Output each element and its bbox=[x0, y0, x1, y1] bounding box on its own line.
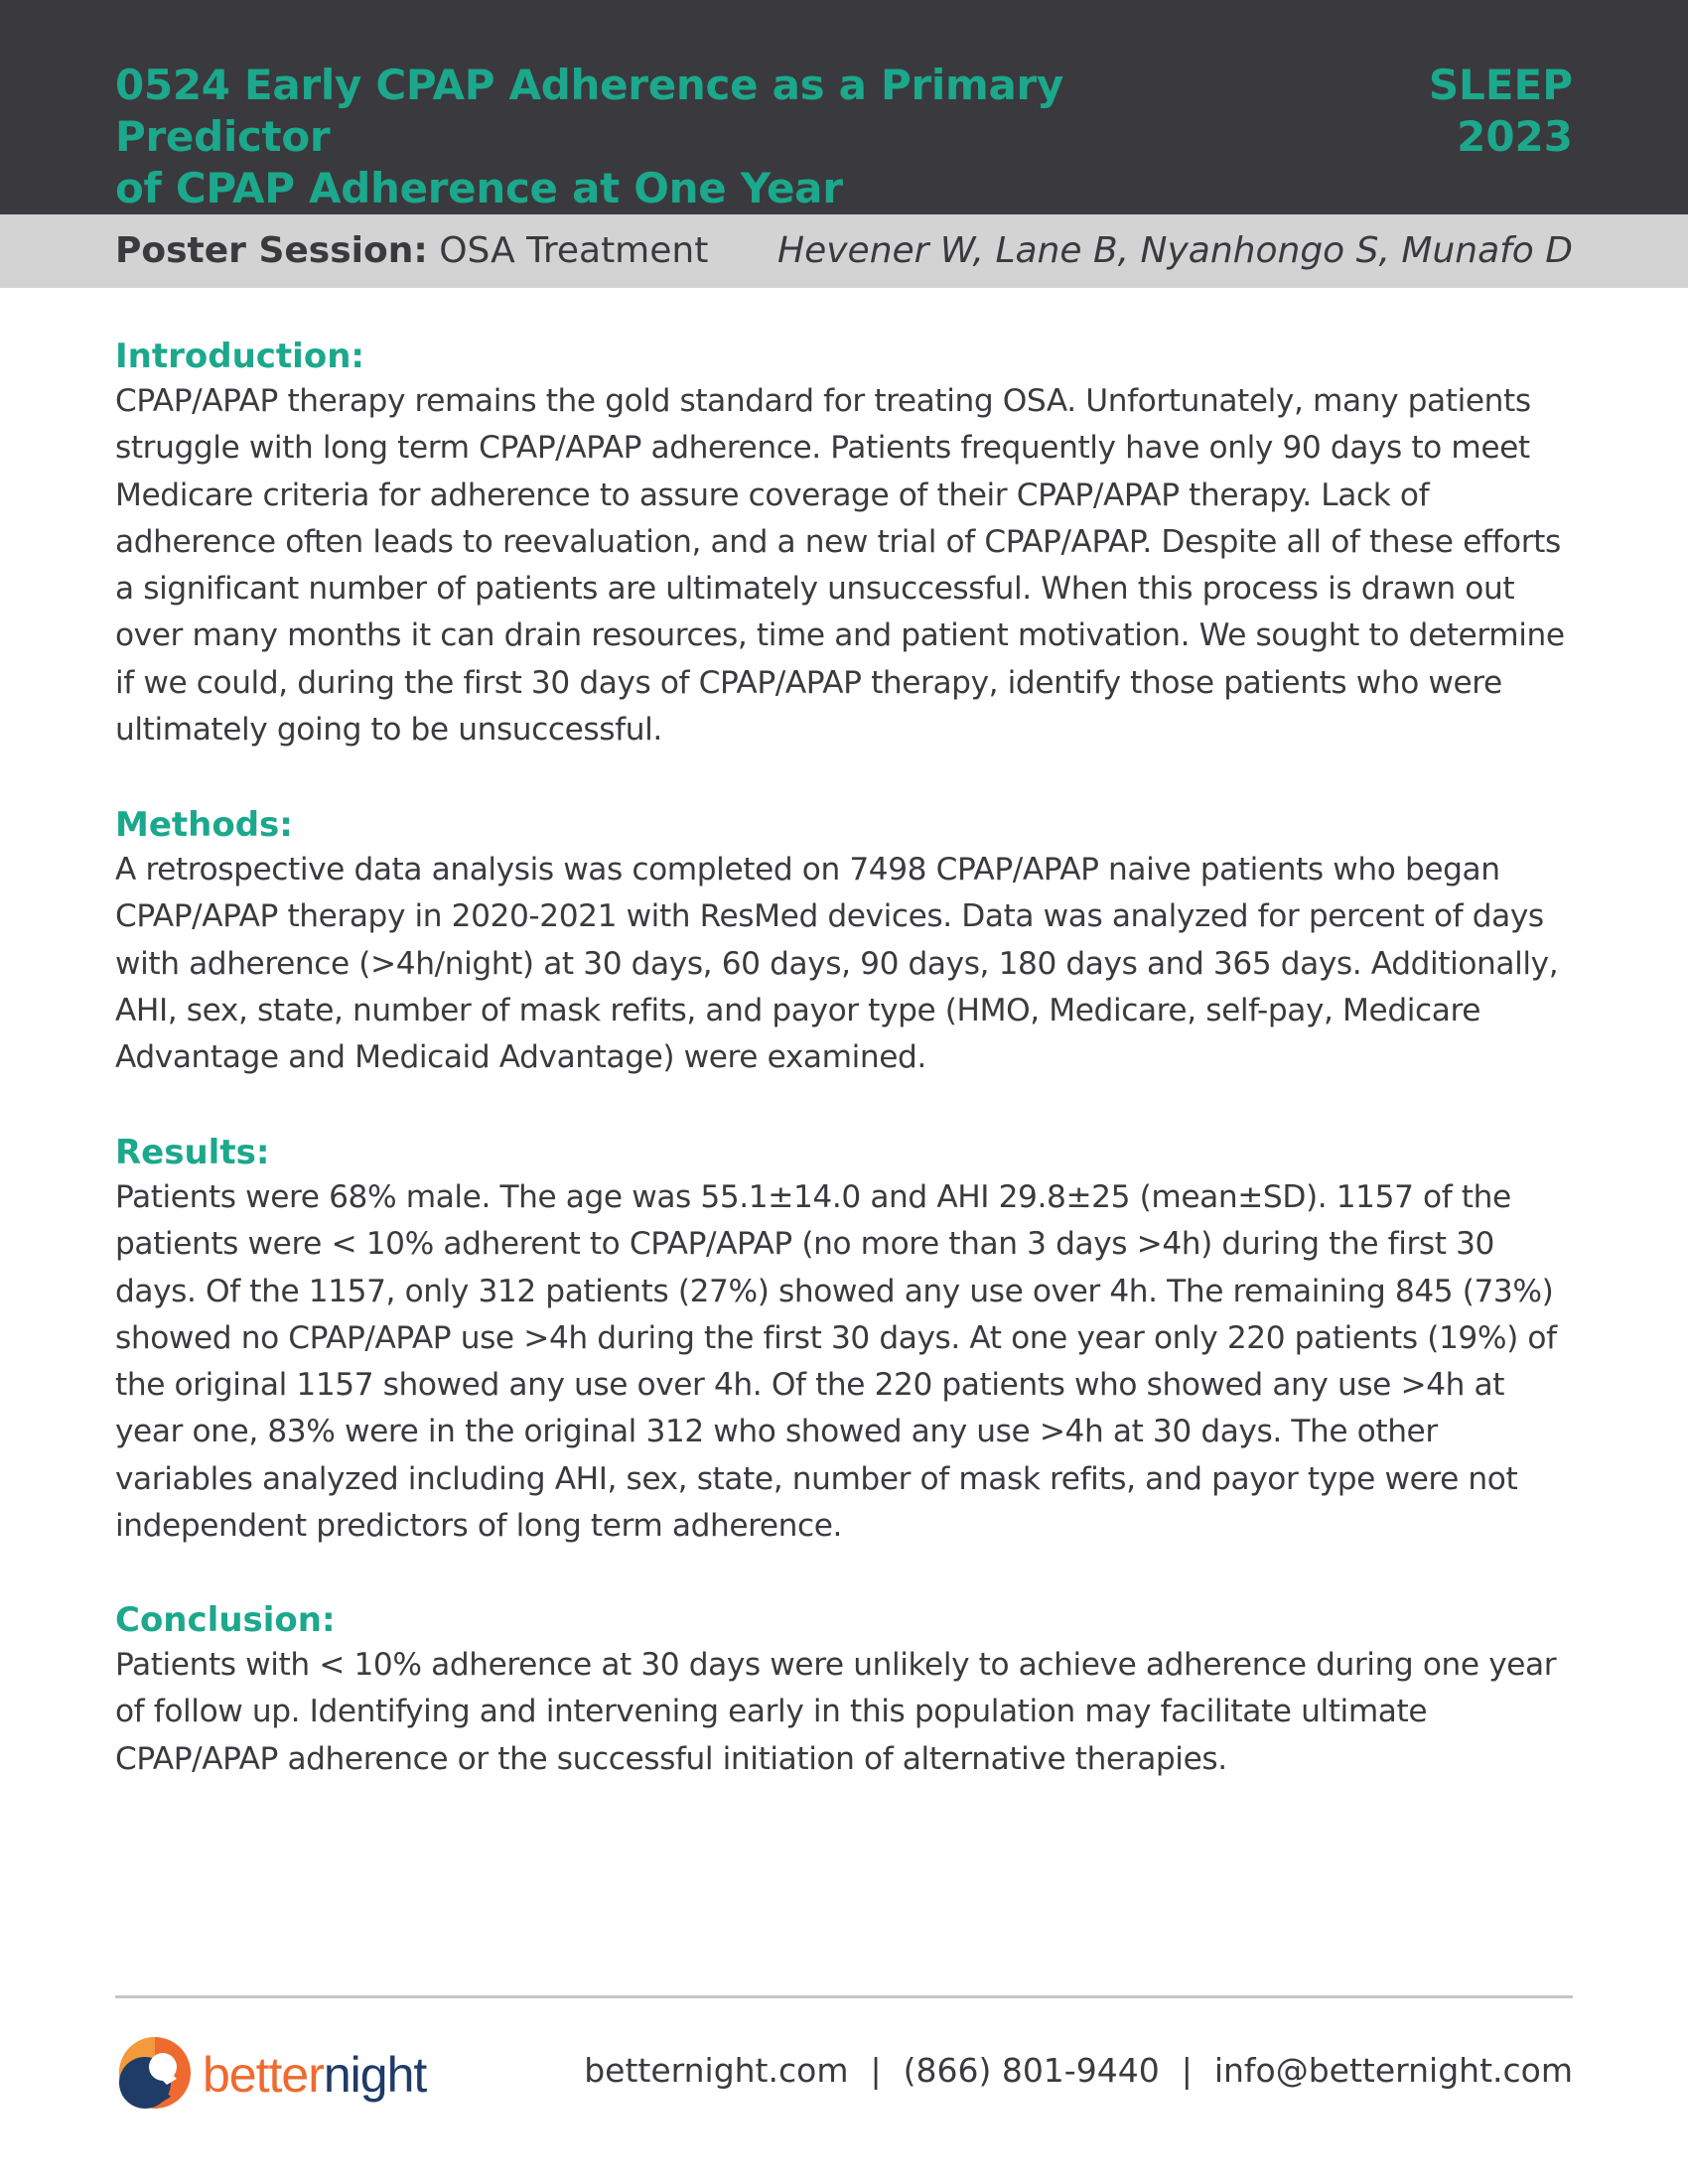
conclusion-heading: Conclusion: bbox=[115, 1600, 336, 1640]
logo-text-better: better bbox=[203, 2047, 324, 2103]
poster-title bbox=[115, 60, 1287, 214]
results-section bbox=[115, 1131, 1575, 1550]
methods-body: A retrospective data analysis was completed on 7498 CPAP/APAP naive patients who began CPAP/APAP therapy in 2020-2021 with ResMed devices. Data was analyzed for percent of days with adherence (>4h/night) at 30 days, 60 days, 90 days, 180 days and 365 days. Additionally, AHI, sex, state, number of mask refits, and payor type (HMO, Medicare, self-pay, Medicare Advantage and Medicaid Advantage) were examined. bbox=[115, 852, 1559, 1076]
conclusion-section bbox=[115, 1598, 1575, 1783]
logo-text-night: night bbox=[323, 2047, 427, 2103]
conference-year: 2023 bbox=[1457, 112, 1573, 161]
methods-section bbox=[115, 803, 1575, 1081]
introduction-body: CPAP/APAP therapy remains the gold standard for treating OSA. Unfortunately, many patients struggle with long term CPAP/APAP adherence. Patients frequently have only 90 days to meet Medicare criteria for adherence to assure coverage of their CPAP/APAP therapy. Lack of adherence often leads to reevaluation, and a new trial of CPAP/APAP. Despite all of these efforts a significant number of patients are ultimately unsuccessful. When this process is drawn out over many months it can drain resources, time and patient motivation. We sought to determine if we could, during the first 30 days of CPAP/APAP therapy, identify those patients who were ultimately going to be unsuccessful. bbox=[115, 383, 1565, 749]
session-label: Poster Session: bbox=[115, 230, 428, 271]
introduction-heading: Introduction: bbox=[115, 337, 364, 376]
author-list: Hevener W, Lane B, Nyanhongo S, Munafo D bbox=[777, 230, 1573, 271]
results-heading: Results: bbox=[115, 1133, 270, 1172]
email-link[interactable]: info@betternight.com bbox=[1213, 2051, 1573, 2090]
betternight-logo-mark-icon bbox=[115, 2033, 195, 2113]
title-line-1: Early CPAP Adherence as a Primary Predictor bbox=[115, 61, 1064, 161]
conference-label bbox=[1429, 60, 1573, 163]
results-body: Patients were 68% male. The age was 55.1±14.0 and AHI 29.8±25 (mean±SD). 1157 of the patients were < 10% adherent to CPAP/APAP (no more than 3 days >4h) during the first 30 days. Of the 1157, only 312 patients (27%) showed any use over 4h. The remaining 845 (73%) showed no CPAP/APAP use >4h during the first 30 days. At one year only 220 patients (19%) of the original 1157 showed any use over 4h. Of the 220 patients who showed any use >4h at year one, 83% were in the original 312 who showed any use >4h at 30 days. The other variables analyzed including AHI, sex, state, number of mask refits, and payor type were not independent predictors of long term adherence. bbox=[115, 1179, 1557, 1545]
conference-name: SLEEP bbox=[1428, 61, 1573, 109]
logo-wordmark bbox=[203, 2047, 426, 2103]
session-bar bbox=[0, 214, 1688, 288]
betternight-logo bbox=[115, 2033, 453, 2113]
website-link[interactable]: betternight.com bbox=[584, 2051, 849, 2090]
introduction-section bbox=[115, 335, 1575, 753]
session-info bbox=[115, 229, 708, 273]
abstract-number: 0524 bbox=[115, 61, 230, 109]
contact-line bbox=[584, 2049, 1573, 2093]
methods-heading: Methods: bbox=[115, 805, 293, 845]
conclusion-body: Patients with < 10% adherence at 30 days were unlikely to achieve adherence during one year of follow up. Identifying and intervening early in this population may facilitate ultimate CPAP/APAP adherence or the successful initiation of alternative therapies. bbox=[115, 1647, 1557, 1777]
phone-number[interactable]: (866) 801-9440 bbox=[903, 2051, 1160, 2090]
footer-divider bbox=[115, 1995, 1573, 1998]
separator-2: | bbox=[1181, 2051, 1193, 2090]
separator-1: | bbox=[870, 2051, 882, 2090]
header-banner bbox=[0, 0, 1688, 214]
title-line-2: of CPAP Adherence at One Year bbox=[115, 164, 843, 212]
session-name: OSA Treatment bbox=[439, 230, 709, 271]
